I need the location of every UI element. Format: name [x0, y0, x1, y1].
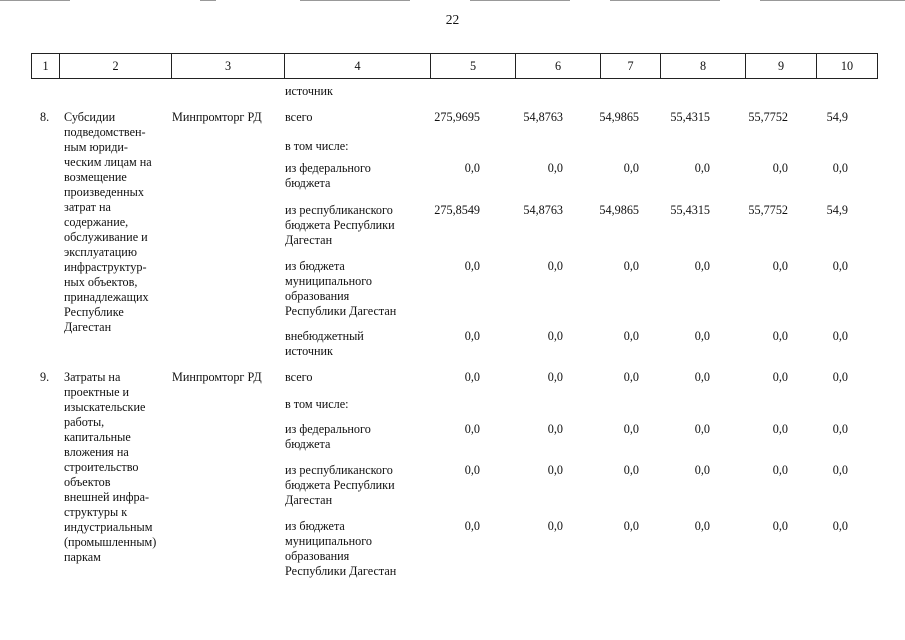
funding-value-cell: 0,0 [547, 519, 563, 533]
measure-name-line: произведенных [64, 185, 144, 199]
measure-name-line: затрат на [64, 200, 111, 214]
measure-name-line: вложения на [64, 445, 129, 459]
measure-name-line: объектов [64, 475, 111, 489]
funding-source-line: в том числе: [285, 139, 349, 153]
funding-value-cell: 0,0 [832, 463, 848, 477]
funding-value-cell: 0,0 [832, 422, 848, 436]
funding-value-cell: 54,8763 [523, 110, 563, 124]
funding-value-cell: 0,0 [623, 370, 639, 384]
funding-value-cell: 0,0 [623, 463, 639, 477]
funding-value-cell: 0,0 [772, 329, 788, 343]
funding-value-cell: 55,4315 [670, 203, 710, 217]
measure-name-line: Затраты на [64, 370, 121, 384]
funding-value-cell: 275,8549 [434, 203, 480, 217]
funding-source-line: бюджета [285, 176, 331, 190]
executor-name: Минпромторг РД [172, 370, 262, 384]
measure-name-line: подведомствен- [64, 125, 146, 139]
funding-source-line: источник [285, 344, 333, 358]
funding-source-line: внебюджетный [285, 329, 364, 343]
funding-source-line: Дагестан [285, 493, 333, 507]
page-number: 22 [445, 12, 460, 27]
funding-value-cell: 0,0 [623, 519, 639, 533]
funding-value-cell: 0,0 [772, 370, 788, 384]
header-cell: 4 [285, 54, 431, 79]
funding-value-cell: 0,0 [694, 161, 710, 175]
funding-value-cell: 55,4315 [670, 110, 710, 124]
funding-value-cell: 0,0 [547, 463, 563, 477]
funding-source-line: из бюджета [285, 259, 345, 273]
header-cell: 6 [516, 54, 601, 79]
measure-name-line: (промышленным) [64, 535, 157, 549]
funding-value-cell: 0,0 [772, 519, 788, 533]
row-number: 9. [40, 370, 50, 384]
funding-source-line: образования [285, 549, 350, 563]
funding-value-cell: 54,9 [826, 203, 848, 217]
funding-source-line: бюджета Республики [285, 478, 395, 492]
measure-name-line: изыскательские [64, 400, 146, 414]
funding-value-cell: 55,7752 [748, 203, 788, 217]
measure-name-line: Дагестан [64, 320, 112, 334]
funding-value-cell: 54,9 [826, 110, 848, 124]
funding-value-cell: 0,0 [464, 422, 480, 436]
measure-name-line: работы, [64, 415, 105, 429]
measure-name-line: Республике [64, 305, 124, 319]
measure-name-line: строительство [64, 460, 139, 474]
measure-name-line: обслуживание и [64, 230, 148, 244]
funding-source-line: из бюджета [285, 519, 345, 533]
funding-value-cell: 0,0 [623, 259, 639, 273]
funding-value-cell: 0,0 [623, 161, 639, 175]
funding-value-cell: 0,0 [772, 161, 788, 175]
funding-value-cell: 0,0 [547, 161, 563, 175]
header-cell: 9 [746, 54, 817, 79]
header-cell: 2 [60, 54, 172, 79]
header-cell: 7 [601, 54, 661, 79]
funding-value-cell: 54,9865 [599, 110, 639, 124]
measure-name-line: содержание, [64, 215, 129, 229]
funding-value-cell: 0,0 [694, 329, 710, 343]
column-number-header [31, 53, 878, 79]
funding-source-line: бюджета [285, 437, 331, 451]
measure-name-line: проектные и [64, 385, 130, 399]
funding-source-line: бюджета Республики [285, 218, 395, 232]
measure-name-line: принадлежащих [64, 290, 149, 304]
funding-value-cell: 275,9695 [434, 110, 480, 124]
funding-source-line: Республики Дагестан [285, 304, 397, 318]
measure-name-line: паркам [64, 550, 101, 564]
funding-value-cell: 0,0 [694, 259, 710, 273]
funding-source-line: из федерального [285, 422, 371, 436]
measure-name-line: инфраструктур- [64, 260, 147, 274]
measure-name-line: ных объектов, [64, 275, 138, 289]
funding-value-cell: 0,0 [547, 259, 563, 273]
funding-value-cell: 0,0 [464, 259, 480, 273]
funding-value-cell: 54,9865 [599, 203, 639, 217]
funding-value-cell: 0,0 [547, 370, 563, 384]
top-edge-line [200, 0, 216, 1]
funding-value-cell: 0,0 [694, 463, 710, 477]
measure-name-line: внешней инфра- [64, 490, 150, 504]
top-edge-line [610, 0, 720, 1]
executor-name: Минпромторг РД [172, 110, 262, 124]
funding-value-cell: 55,7752 [748, 110, 788, 124]
funding-source-line: в том числе: [285, 397, 349, 411]
funding-source-line: Дагестан [285, 233, 333, 247]
funding-value-cell: 0,0 [623, 422, 639, 436]
funding-source-line: всего [285, 370, 313, 384]
funding-value-cell: 0,0 [772, 422, 788, 436]
funding-source-line: образования [285, 289, 350, 303]
funding-value-cell: 0,0 [832, 329, 848, 343]
measure-name-line: капитальные [64, 430, 131, 444]
measure-name-line: структуры к [64, 505, 128, 519]
top-edge-line [470, 0, 570, 1]
funding-value-cell: 0,0 [464, 370, 480, 384]
funding-value-cell: 0,0 [772, 463, 788, 477]
header-cell: 3 [172, 54, 285, 79]
funding-value-cell: 0,0 [547, 329, 563, 343]
measure-name-line: возмещение [64, 170, 127, 184]
funding-source-line: Республики Дагестан [285, 564, 397, 578]
measure-name-line: ным юриди- [64, 140, 128, 154]
funding-value-cell: 0,0 [694, 422, 710, 436]
row-number: 8. [40, 110, 50, 124]
funding-source-line: из республиканского [285, 463, 393, 477]
funding-value-cell: 0,0 [464, 329, 480, 343]
top-edge-line [300, 0, 410, 1]
funding-value-cell: 0,0 [464, 161, 480, 175]
measure-name-line: эксплуатацию [64, 245, 137, 259]
header-cell: 1 [32, 54, 60, 79]
funding-source-line: всего [285, 110, 313, 124]
funding-value-cell: 0,0 [623, 329, 639, 343]
funding-value-cell: 0,0 [832, 370, 848, 384]
header-cell: 5 [431, 54, 516, 79]
funding-value-cell: 54,8763 [523, 203, 563, 217]
top-edge-line [760, 0, 905, 1]
funding-value-cell: 0,0 [694, 519, 710, 533]
measure-name-line: ческим лицам на [64, 155, 152, 169]
continuation-source-label: источник [285, 84, 333, 98]
funding-source-line: муниципального [285, 534, 372, 548]
funding-source-line: из федерального [285, 161, 371, 175]
funding-value-cell: 0,0 [832, 259, 848, 273]
funding-value-cell: 0,0 [832, 519, 848, 533]
funding-source-line: муниципального [285, 274, 372, 288]
funding-value-cell: 0,0 [464, 519, 480, 533]
measure-name-line: индустриальным [64, 520, 153, 534]
header-cell: 10 [817, 54, 878, 79]
funding-value-cell: 0,0 [464, 463, 480, 477]
funding-value-cell: 0,0 [772, 259, 788, 273]
funding-source-line: из республиканского [285, 203, 393, 217]
header-cell: 8 [661, 54, 746, 79]
funding-value-cell: 0,0 [547, 422, 563, 436]
top-edge-line [0, 0, 70, 1]
measure-name-line: Субсидии [64, 110, 116, 124]
funding-value-cell: 0,0 [694, 370, 710, 384]
funding-value-cell: 0,0 [832, 161, 848, 175]
